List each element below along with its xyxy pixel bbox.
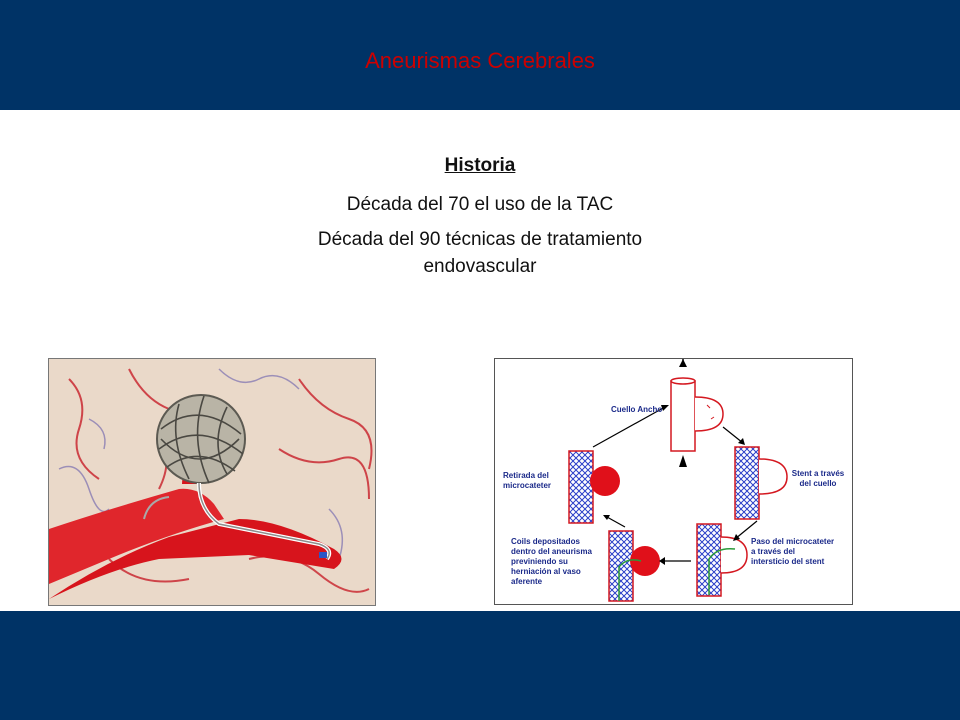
history-line-1: Década del 70 el uso de la TAC xyxy=(346,194,614,215)
history-line-2: Década del 90 técnicas de tratamiento endovascular xyxy=(317,229,643,277)
footer-band xyxy=(0,611,960,720)
slide-title: Aneurismas Cerebrales xyxy=(365,48,595,73)
section-subtitle: Historia xyxy=(444,155,516,176)
label-stent: Stent a través del cuello xyxy=(791,469,845,488)
label-catheter-pass: Paso del microcateter a través del intersticio del stent xyxy=(751,537,835,566)
label-coils: Coils depositados dentro del aneurisma previniendo su herniación al vaso aferente xyxy=(511,537,592,586)
label-wide-neck: Cuello Ancho xyxy=(611,405,663,414)
coil-aneurysm-illustration xyxy=(48,358,376,606)
slide-content xyxy=(0,155,960,280)
label-withdraw: Retirada del microcateter xyxy=(503,471,552,490)
stent-coiling-diagram xyxy=(494,358,853,605)
